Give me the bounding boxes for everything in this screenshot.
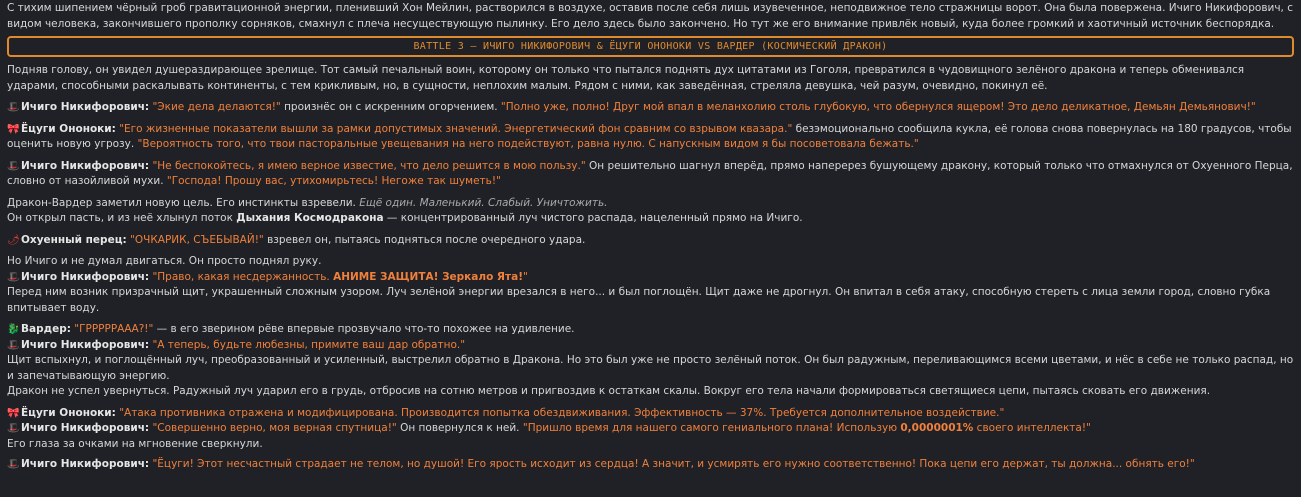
narration-text: Он открыл пасть, и из неё хлынул поток: [7, 212, 237, 224]
narration-paragraph: Его глаза за очками на мгновение сверкнули.: [7, 437, 263, 450]
narration-paragraph: Щит вспыхнул, и поглощённый луч, преобразованный и усиленный, выстрелил обратно в Дракона. Но это был уже не просто зелёный поток. Он был радужным, переливающимся всеми цветами, и нёс в себе не только распад, но и запечатывающую энергию.: [7, 354, 1294, 382]
speaker-name: Ичиго Никифорович:: [21, 101, 150, 113]
speaker-name: Ёцуги Ононоки:: [21, 122, 116, 135]
dialogue-quote: "Вероятность того, что твои пасторальные увещевания на него подействуют, равна нулю. С напускным видом я бы посоветовала бежать.": [137, 138, 919, 150]
dialogue-text: произнёс он с искренним огорчением.: [280, 101, 501, 113]
dialogue-line: [7, 100, 1294, 116]
inner-thought: Ещё один. Маленький. Слабый. Уничтожить.: [359, 196, 608, 209]
dialogue-line: [7, 322, 1294, 338]
narration-paragraph: Но Ичиго и не думал двигаться. Он просто поднял руку.: [7, 255, 322, 267]
ribbon-icon: 🎀: [7, 123, 20, 135]
speaker-name: Ичиго Никифорович:: [21, 458, 150, 470]
narration-text: Дракон-Вардер заметил новую цель. Его инстинкты взревели.: [7, 196, 360, 209]
speaker-name: Ёцуги Ононоки:: [21, 406, 116, 419]
top-hat-icon: 🎩: [7, 423, 20, 434]
speaker-name: Ичиго Никифорович:: [21, 159, 150, 172]
dialogue-quote: "Его жизненные показатели вышли за рамки допустимых значений. Энергетический фон сравним со взрывом квазара.": [119, 122, 793, 135]
speaker-name: Ичиго Никифорович:: [21, 270, 150, 283]
speaker-name: Охуенный перец:: [21, 233, 127, 246]
dialogue-line: [7, 421, 1294, 437]
dialogue-text: — в его зверином рёве впервые прозвучало что-то похожее на удивление.: [153, 323, 575, 335]
dialogue-quote: "Полно уже, полно! Друг мой впал в меланхолию столь глубокую, что обернулся ящером! Это дело деликатное, Демьян Демьянович!": [500, 101, 1256, 113]
narration-paragraph: Дракон не успел увернуться. Радужный луч ударил его в грудь, отбросив на сотню метров и пригвоздив к остаткам скалы. Вокруг его тела начали формироваться светящиеся цепи, пытаясь сковать его движения.: [7, 385, 1211, 397]
dialogue-line: [7, 233, 1294, 249]
dialogue-quote: ": [522, 270, 528, 283]
dialogue-quote: "А теперь, будьте любезны, примите ваш дар обратно.": [152, 338, 466, 351]
dialogue-quote: "Атака противника отражена и модифицирована. Производится попытка обездвиживания. Эффективность — 37%. Требуется дополнительное воздействие.": [119, 406, 1005, 419]
dialogue-line: [7, 406, 1294, 422]
top-hat-icon: 🎩: [7, 339, 20, 351]
speaker-name: Вардер:: [21, 323, 71, 335]
dialogue-quote: "Не беспокойтесь, я имею верное известие, что дело решится в мою пользу.": [152, 159, 586, 172]
dialogue-line: [7, 122, 1294, 153]
dialogue-quote: "Пришло время для нашего самого гениального плана! Использую: [522, 422, 901, 434]
dialogue-text: Он повернулся к ней.: [396, 422, 523, 434]
dialogue-quote: "Экие дела делаются!": [152, 101, 281, 113]
dialogue-quote: "Господа! Прошу вас, утихомирьтесь! Негоже так шуметь!": [166, 175, 501, 187]
dialogue-quote: "Право, какая несдержанность.: [152, 270, 334, 283]
dialogue-quote-bold: АНИМЕ ЗАЩИТА! Зеркало Ята!: [333, 270, 523, 283]
dragon-icon: 🐉: [7, 324, 20, 335]
dialogue-line: [7, 270, 1294, 286]
dialogue-quote: "ГРРРРРААА?!": [74, 323, 154, 335]
narration-paragraph: [7, 196, 1294, 212]
dialogue-text: безэмоционально сообщила кукла, её голова снова повернулась на 180 градусов, чтобы оценить новую угрозу.: [7, 122, 1292, 150]
dialogue-quote: "Совершенно верно, моя верная спутница!": [152, 422, 397, 434]
dialogue-quote-bold: 0,0000001%: [900, 422, 974, 434]
top-hat-icon: 🎩: [7, 459, 20, 470]
ribbon-icon: 🎀: [7, 407, 20, 419]
narration-paragraph: Подняв голову, он увидел душераздирающее зрелище. Тот самый печальный воин, которому он только что пытался поднять дух цитатами из Гоголя, превратился в чудовищного зелёного дракона и теперь обменивался ударами, способными раскалывать континенты, с тем крикливым, но, в сущности, неплохим малым. Рядом с ними, как заведённая, стреляла девушка, чей разум, очевидно, покинул её.: [7, 64, 1245, 92]
dialogue-line: [7, 457, 1294, 473]
dialogue-quote: своего интеллекта!": [973, 422, 1091, 434]
dialogue-quote: "Ёцуги! Этот несчастный страдает не телом, но душой! Его ярость исходит из сердца! А значит, и усмирять его нужно соответственно! Пока цепи его держат, ты должна... обнять его!": [152, 458, 1195, 470]
dialogue-text: Он решительно шагнул вперёд, прямо наперерез бушующему дракону, который только что отмахнулся от Охуенного Перца, словно от назойливой мухи.: [7, 159, 1293, 187]
dialogue-line: [7, 338, 1294, 354]
attack-name: Дыхания Космодракона: [236, 212, 384, 224]
top-hat-icon: 🎩: [7, 160, 20, 172]
chili-pepper-icon: 🌶: [7, 234, 20, 246]
narration-paragraph: [7, 211, 1294, 227]
top-hat-icon: 🎩: [7, 102, 20, 113]
battle-banner: BATTLE 3 – ИЧИГО НИКИФОРОВИЧ & ЁЦУГИ ОНОНОКИ VS ВАРДЕР (КОСМИЧЕСКИЙ ДРАКОН): [7, 36, 1294, 57]
dialogue-text: взревел он, пытаясь подняться после очередного удара.: [263, 233, 586, 246]
intro-paragraph: С тихим шипением чёрный гроб гравитационной энергии, пленивший Хон Мейлин, растворился в воздухе, оставив после себя лишь изувеченное, неподвижное тело стражницы ворот. Она была повержена. Ичиго Никифорович, с видом человека, закончившего прополку сорняков, смахнул с плеча несуществующую пылинку. Его дело здесь было закончено. Но тут же его внимание привлёк новый, куда более громкий и хаотичный источник беспорядка.: [7, 2, 1293, 30]
speaker-name: Ичиго Никифорович:: [21, 338, 150, 351]
dialogue-quote: "ОЧКАРИК, СЪЕБЫВАЙ!": [130, 233, 264, 246]
narration-text: — концентрированный луч чистого распада, нацеленный прямо на Ичиго.: [383, 212, 803, 224]
speaker-name: Ичиго Никифорович:: [21, 422, 150, 434]
narration-paragraph: Перед ним возник призрачный щит, украшенный сложным узором. Луч зелёной энергии врезался в него... и был поглощён. Щит даже не дрогнул. Он впитал в себя атаку, способную стереть с лица земли город, словно губка впитывает воду.: [7, 286, 1271, 314]
dialogue-line: [7, 159, 1294, 190]
top-hat-icon: 🎩: [7, 271, 20, 283]
